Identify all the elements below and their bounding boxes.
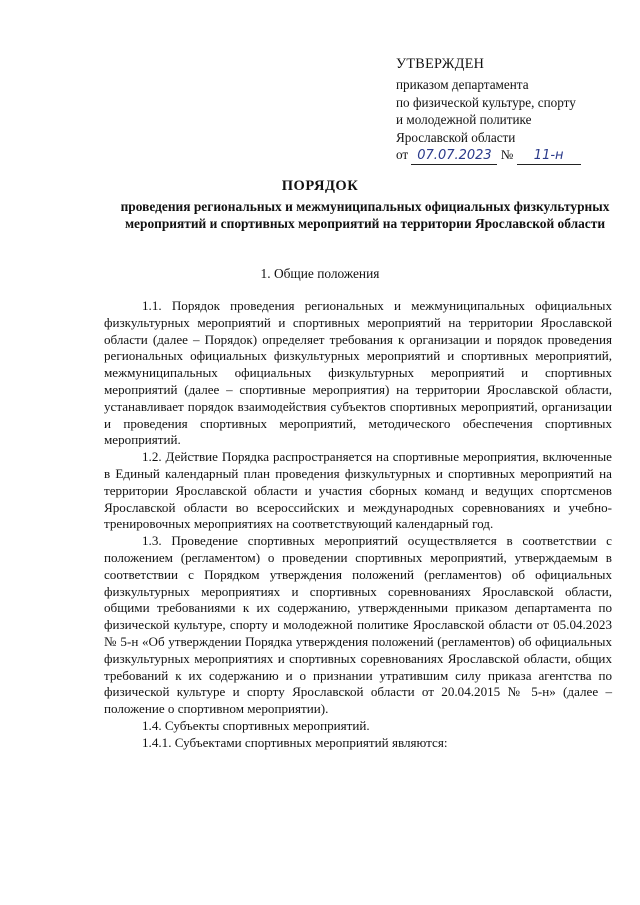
approval-title: УТВЕРЖДЕН xyxy=(396,56,485,72)
document-title: ПОРЯДОК xyxy=(281,178,359,194)
approval-date-number xyxy=(396,146,626,165)
section-heading: 1. Общие положения xyxy=(260,266,380,281)
approval-line: по физической культуре, спорту xyxy=(396,94,576,110)
approval-line: Ярославской области xyxy=(396,129,516,145)
paragraph: 1.2. Действие Порядка распространяется на спортивные мероприятия, включенные в Единый календарный план проведения физкультурных и спортивных мероприятий на территории Ярославской области и участия сборных команд и ведущих спортсменов Ярославской области во всероссийских и международных соревнованиях и учебно-тренировочных мероприятиях на соответствующий календарный год. xyxy=(104,449,612,532)
handwritten-number: 11-н xyxy=(517,147,581,165)
document-body xyxy=(104,298,612,752)
approval-block xyxy=(396,56,626,165)
paragraph: 1.4.1. Субъектами спортивных мероприятий являются: xyxy=(142,734,448,750)
paragraph: 1.3. Проведение спортивных мероприятий осуществляется в соответствии с положением (регламентом) о проведении спортивных мероприятий, утверждаемым в соответствии с Порядком утверждения положений (регламентов) об официальных физкультурных мероприятиях и спортивных соревнованиях Ярославской области, общими требованиями к их содержанию, утвержденными приказом департамента по физической культуре, спорту и молодежной политике Ярославской области от 05.04.2023 № 5-н «Об утверждении Порядка утверждения положений (регламентов) об официальных физкультурных мероприятиях и спортивных соревнованиях Ярославской области, общих требований к их содержанию и о признании утратившим силу приказа агентства по физической культуре и спорту Ярославской области от 20.04.2015 № 5-н» (далее – положение о спортивном мероприятии). xyxy=(104,533,612,717)
handwritten-date: 07.07.2023 xyxy=(411,147,497,165)
paragraph: 1.1. Порядок проведения региональных и межмуниципальных официальных физкультурных мероприятий и спортивных мероприятий на территории Ярославской области (далее – Порядок) определяет требования к организации и порядок проведения региональных официальных физкультурных мероприятий и спортивных мероприятий, межмуниципальных официальных физкультурных мероприятий и спортивных мероприятий (далее – спортивные мероприятия) на территории Ярославской области, устанавливает порядок взаимодействия субъектов спортивных мероприятий, организации и проведения спортивных мероприятий, методического обеспечения спортивных мероприятий. xyxy=(104,298,612,448)
date-prefix: от xyxy=(396,147,409,163)
approval-line: и молодежной политике xyxy=(396,112,532,128)
approval-line: приказом департамента xyxy=(396,77,529,93)
paragraph: 1.4. Субъекты спортивных мероприятий. xyxy=(142,717,370,733)
number-prefix: № xyxy=(500,147,514,163)
document-subtitle: проведения региональных и межмуниципальных официальных физкультурных мероприятий и спортивных мероприятий на территории Ярославской области xyxy=(120,199,610,231)
